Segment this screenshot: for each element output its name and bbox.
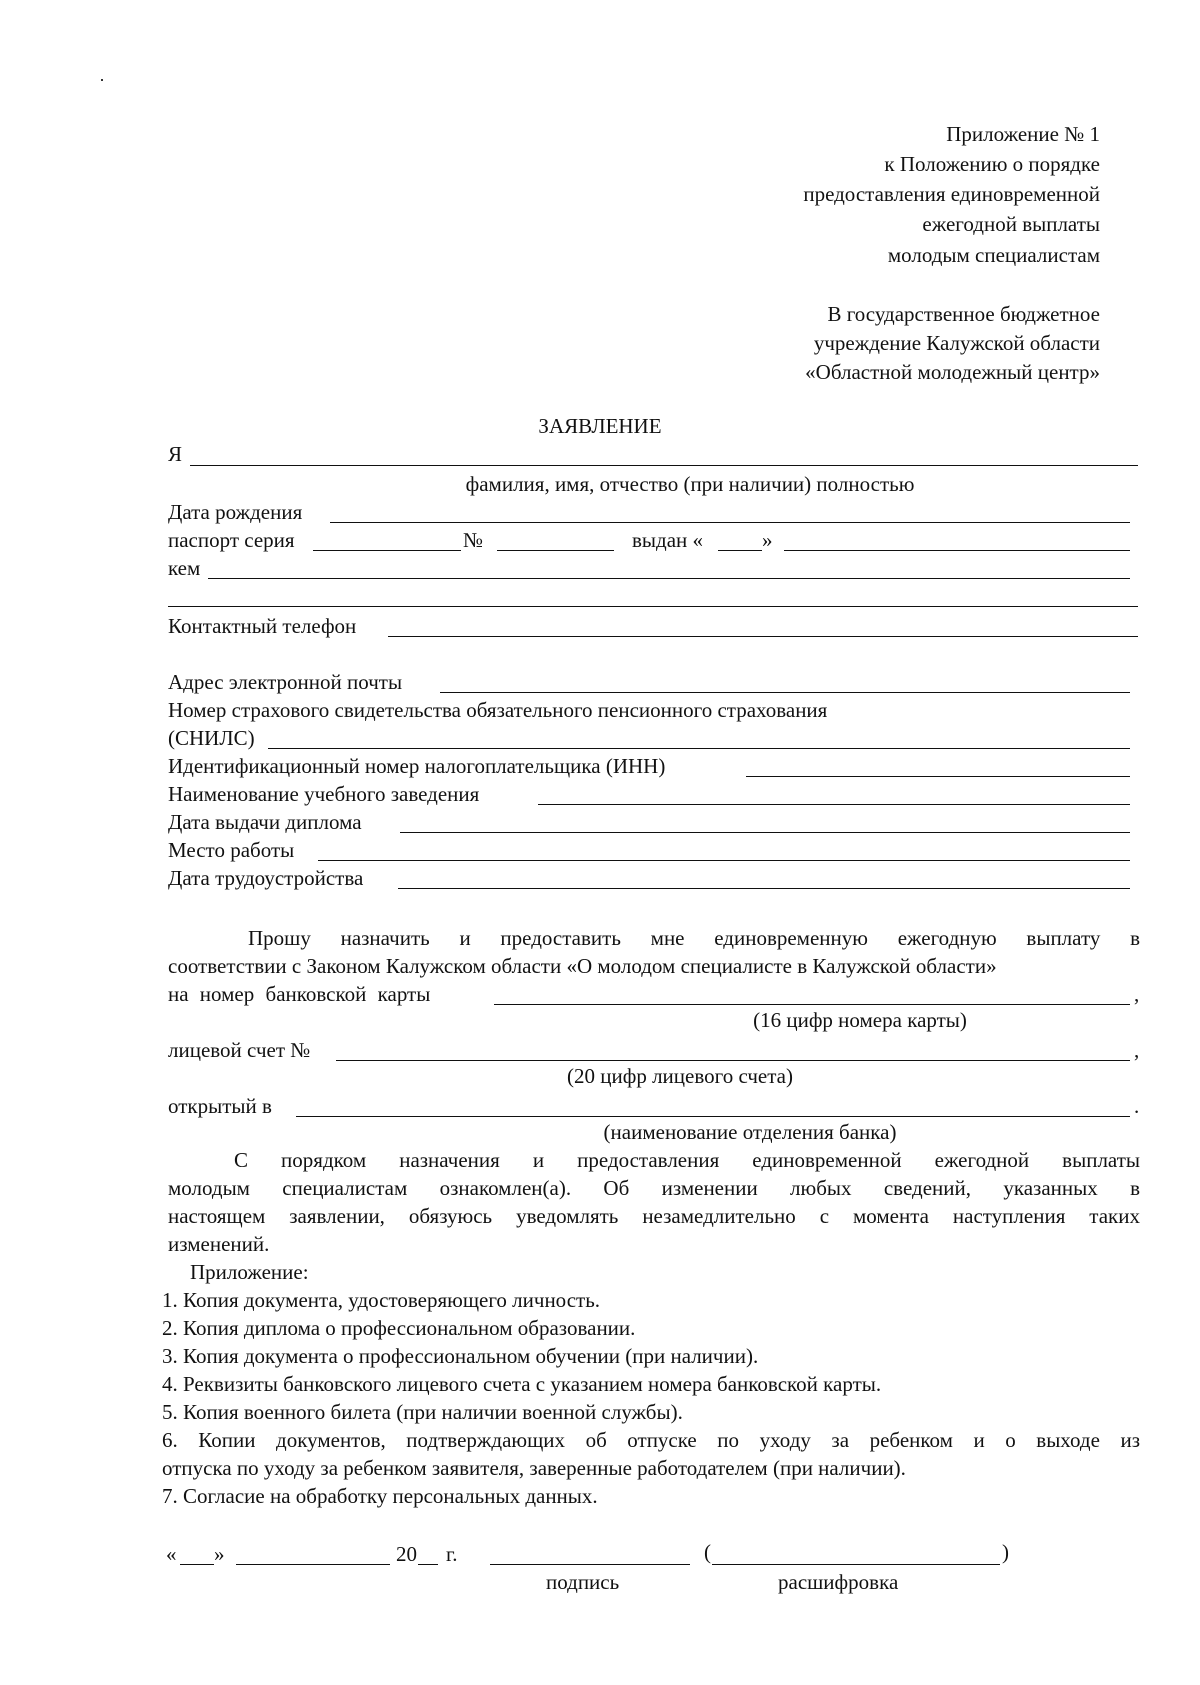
date-quote-close: » [214, 1542, 225, 1566]
decode-hint: расшифровка [778, 1570, 899, 1594]
label-phone: Контактный телефон [168, 614, 357, 638]
sign-month-field-line[interactable] [236, 1564, 390, 1565]
employment-date-field-line[interactable] [398, 888, 1130, 889]
label-account: лицевой счет № [168, 1038, 311, 1062]
attachments-heading: Приложение: [190, 1260, 309, 1284]
card-number-field-line[interactable] [494, 1004, 1130, 1005]
account-hint: (20 цифр лицевого счета) [567, 1064, 793, 1088]
card-number-hint: (16 цифр номера карты) [753, 1008, 967, 1032]
school-field-line[interactable] [538, 804, 1130, 805]
document-title: ЗАЯВЛЕНИЕ [538, 414, 662, 438]
fio-field-line[interactable] [190, 465, 1138, 466]
date-year-prefix: 20 [396, 1542, 417, 1566]
scan-speck [101, 79, 103, 81]
fio-hint: фамилия, имя, отчество (при наличии) полностью [465, 472, 915, 496]
sign-year-field-line[interactable] [418, 1564, 438, 1565]
label-passport-no: № [463, 528, 484, 552]
label-email: Адрес электронной почты [168, 670, 403, 694]
passport-number-field-line[interactable] [497, 550, 614, 551]
label-diploma-date: Дата выдачи диплома [168, 810, 362, 834]
issued-by-field-line-2[interactable] [168, 606, 1138, 607]
signature-decode-field-line[interactable] [712, 1564, 1000, 1565]
passport-series-field-line[interactable] [313, 550, 461, 551]
email-field-line[interactable] [440, 692, 1130, 693]
inn-field-line[interactable] [746, 776, 1130, 777]
appendix-line-5: молодым специалистам [887, 243, 1100, 267]
diploma-date-field-line[interactable] [400, 832, 1130, 833]
addressee-line-3: «Областной молодежный центр» [805, 360, 1100, 384]
request-line-1: Прошу назначить и предоставить мне единовременную ежегодную выплату в [248, 926, 1140, 950]
bank-branch-field-line[interactable] [296, 1116, 1130, 1117]
card-comma: , [1134, 982, 1140, 1006]
ack-line-1: С порядком назначения и предоставления единовременной ежегодной выплаты [234, 1148, 1140, 1172]
birth-date-field-line[interactable] [330, 522, 1130, 523]
appendix-line-1: Приложение № 1 [946, 122, 1100, 146]
sign-day-field-line[interactable] [180, 1564, 214, 1565]
phone-field-line[interactable] [388, 636, 1138, 637]
attachment-item-3: 3. Копия документа о профессиональном обучении (при наличии). [162, 1344, 759, 1368]
label-passport-series: паспорт серия [168, 528, 295, 552]
account-field-line[interactable] [336, 1060, 1130, 1061]
addressee-line-2: учреждение Калужской области [813, 331, 1100, 355]
snils-field-line[interactable] [268, 748, 1130, 749]
ack-line-2: молодым специалистам ознакомлен(а). Об изменении любых сведений, указанных в [168, 1176, 1140, 1200]
label-issued: выдан « [632, 528, 704, 552]
issued-date-field-line[interactable] [784, 550, 1130, 551]
label-ya: Я [168, 442, 183, 466]
label-workplace: Место работы [168, 838, 295, 862]
attachment-item-5: 5. Копия военного билета (при наличии военной службы). [162, 1400, 683, 1424]
appendix-line-4: ежегодной выплаты [922, 212, 1100, 236]
issued-by-field-line[interactable] [208, 578, 1130, 579]
attachment-item-2: 2. Копия диплома о профессиональном образовании. [162, 1316, 636, 1340]
ack-line-4: изменений. [168, 1232, 270, 1256]
signature-hint: подпись [546, 1570, 620, 1594]
label-school: Наименование учебного заведения [168, 782, 480, 806]
request-line-2: соответствии с Законом Калужском области «О молодом специалисте в Калужской области» [168, 954, 997, 978]
attachment-item-6b: отпуска по уходу за ребенком заявителя, заверенные работодателем (при наличии). [162, 1456, 906, 1480]
issued-day-field-line[interactable] [718, 550, 762, 551]
label-inn: Идентификационный номер налогоплательщика (ИНН) [168, 754, 666, 778]
label-issued-close: » [762, 528, 773, 552]
addressee-line-1: В государственное бюджетное [827, 302, 1100, 326]
signature-field-line[interactable] [490, 1564, 690, 1565]
decode-paren-open: ( [704, 1540, 711, 1564]
label-opened-in: открытый в [168, 1094, 272, 1118]
label-snils-1: Номер страхового свидетельства обязательного пенсионного страхования [168, 698, 828, 722]
label-issued-by: кем [168, 556, 201, 580]
label-card-number: на номер банковской карты [168, 982, 431, 1006]
attachment-item-6a: 6. Копии документов, подтверждающих об отпуске по уходу за ребенком и о выходе из [162, 1428, 1140, 1452]
attachment-item-1: 1. Копия документа, удостоверяющего личность. [162, 1288, 601, 1312]
account-comma: , [1134, 1038, 1140, 1062]
date-year-suffix: г. [446, 1542, 458, 1566]
appendix-line-2: к Положению о порядке [884, 152, 1100, 176]
bank-branch-hint: (наименование отделения банка) [603, 1120, 897, 1144]
bank-period: . [1134, 1094, 1140, 1118]
label-employment-date: Дата трудоустройства [168, 866, 364, 890]
workplace-field-line[interactable] [318, 860, 1130, 861]
label-birth-date: Дата рождения [168, 500, 303, 524]
attachment-item-7: 7. Согласие на обработку персональных данных. [162, 1484, 598, 1508]
decode-paren-close: ) [1002, 1540, 1009, 1564]
ack-line-3: настоящем заявлении, обязуюсь уведомлять незамедлительно с момента наступления таких [168, 1204, 1140, 1228]
date-quote-open: « [166, 1542, 177, 1566]
attachment-item-4: 4. Реквизиты банковского лицевого счета с указанием номера банковской карты. [162, 1372, 882, 1396]
label-snils-2: (СНИЛС) [168, 726, 255, 750]
appendix-line-3: предоставления единовременной [803, 182, 1100, 206]
